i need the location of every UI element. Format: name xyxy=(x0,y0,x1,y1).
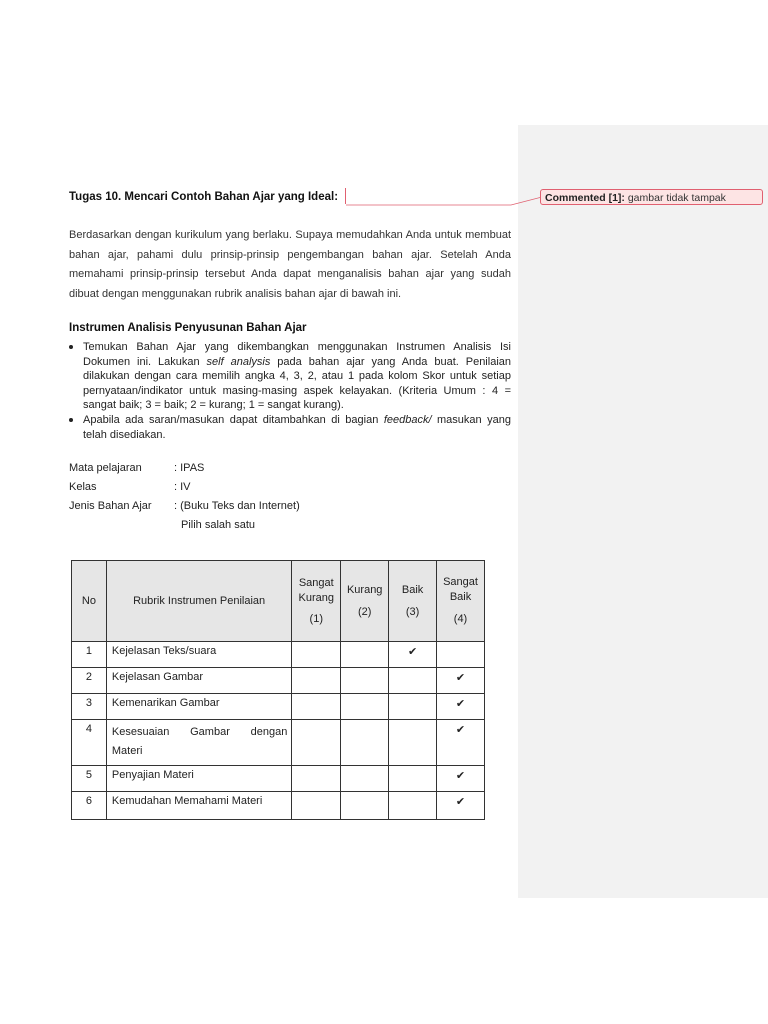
bullet-icon xyxy=(69,418,73,422)
table-row xyxy=(72,766,485,792)
row-rubrik: Kejelasan Gambar xyxy=(106,668,291,694)
header-sk-line1: Sangat xyxy=(298,576,334,589)
header-sangat-kurang xyxy=(292,561,341,642)
header-sk-line2: Kurang xyxy=(298,591,335,604)
cell-kurang[interactable] xyxy=(341,720,389,766)
intro-paragraph: Berdasarkan dengan kurikulum yang berlaku. Supaya memudahkan Anda untuk membuat bahan ajar, pahami dulu prinsip-prinsip pengembangan bahan ajar. Setelah Anda memahami prinsip-prinsip tersebut Anda dapat menganalisis bahan ajar yang sudah dibuat dengan menggunakan rubrik analisis bahan ajar di bawah ini. xyxy=(69,229,511,300)
header-sangat-baik xyxy=(437,561,485,642)
list-item xyxy=(69,340,511,413)
section-heading: Instrumen Analisis Penyusunan Bahan Ajar xyxy=(69,322,307,334)
mapel-label: Mata pelajaran xyxy=(69,462,142,474)
kelas-value: : IV xyxy=(174,481,191,493)
instruction-list xyxy=(69,340,511,442)
row-no: 2 xyxy=(72,668,107,694)
cell-sangat-kurang[interactable] xyxy=(292,720,341,766)
cell-sangat-baik[interactable]: ✔ xyxy=(437,694,485,720)
cell-baik[interactable] xyxy=(389,668,437,694)
cell-sangat-kurang[interactable] xyxy=(292,792,341,820)
bullet1-text-a: Temukan Bahan Ajar yang dikembangkan menggunakan Instrumen Analisis Isi Dokumen ini. Lakukan xyxy=(83,341,511,368)
comment-balloon[interactable] xyxy=(540,189,763,205)
bullet1-emphasis: self analysis xyxy=(206,355,271,368)
comment-label: Commented [1]: xyxy=(545,192,625,204)
table-row xyxy=(72,694,485,720)
header-k-line1: Kurang xyxy=(346,583,383,596)
cell-kurang[interactable] xyxy=(341,766,389,792)
comment-text: gambar tidak tampak xyxy=(627,192,726,204)
cell-kurang[interactable] xyxy=(341,642,389,668)
rubric-table xyxy=(71,560,485,820)
bullet-icon xyxy=(69,345,73,349)
cell-sangat-kurang[interactable] xyxy=(292,694,341,720)
cell-sangat-baik[interactable]: ✔ xyxy=(437,766,485,792)
cell-sangat-kurang[interactable] xyxy=(292,642,341,668)
row-rubrik-line2: Materi xyxy=(111,745,143,757)
cell-sangat-kurang[interactable] xyxy=(292,766,341,792)
row-no: 3 xyxy=(72,694,107,720)
cell-kurang[interactable] xyxy=(341,694,389,720)
cell-sangat-baik[interactable] xyxy=(437,642,485,668)
table-row xyxy=(72,720,485,766)
header-b-score: (3) xyxy=(405,605,420,618)
header-baik xyxy=(389,561,437,642)
row-rubrik: Penyajian Materi xyxy=(106,766,291,792)
cell-sangat-baik[interactable]: ✔ xyxy=(437,720,485,766)
header-b-line1: Baik xyxy=(401,583,424,596)
document-title: Tugas 10. Mencari Contoh Bahan Ajar yang Ideal: xyxy=(69,191,339,203)
row-rubrik: Kemudahan Memahami Materi xyxy=(106,792,291,820)
jenis-label: Jenis Bahan Ajar xyxy=(69,500,152,512)
jenis-value: : (Buku Teks dan Internet) xyxy=(174,500,300,512)
bullet2-text-a: Apabila ada saran/masukan dapat ditambahkan di bagian xyxy=(83,413,384,426)
row-no: 1 xyxy=(72,642,107,668)
row-rubrik: Kemenarikan Gambar xyxy=(106,694,291,720)
cell-sangat-baik[interactable]: ✔ xyxy=(437,668,485,694)
header-rubrik: Rubrik Instrumen Penilaian xyxy=(106,561,291,642)
row-rubrik: Kejelasan Teks/suara xyxy=(106,642,291,668)
cell-baik[interactable] xyxy=(389,720,437,766)
comments-pane xyxy=(518,125,768,898)
jenis-note: Pilih salah satu xyxy=(181,519,255,531)
header-k-score: (2) xyxy=(357,605,372,618)
cell-baik[interactable]: ✔ xyxy=(389,642,437,668)
row-rubrik-line1: Kesesuaian Gambar dengan xyxy=(111,726,288,738)
cell-sangat-baik[interactable]: ✔ xyxy=(437,792,485,820)
comment-connector-line xyxy=(346,189,542,207)
header-sb-line1: Sangat xyxy=(443,576,478,588)
table-row xyxy=(72,668,485,694)
row-no: 5 xyxy=(72,766,107,792)
document-meta xyxy=(69,462,469,538)
row-no: 4 xyxy=(72,720,107,766)
bullet2-emphasis: feedback/ xyxy=(383,413,432,426)
row-rubrik xyxy=(106,720,291,766)
cell-baik[interactable] xyxy=(389,694,437,720)
kelas-label: Kelas xyxy=(69,481,97,493)
cell-baik[interactable] xyxy=(389,792,437,820)
cell-kurang[interactable] xyxy=(341,792,389,820)
cell-kurang[interactable] xyxy=(341,668,389,694)
list-item xyxy=(69,413,511,442)
table-row xyxy=(72,642,485,668)
comment-anchor-mark xyxy=(345,188,346,204)
row-no: 6 xyxy=(72,792,107,820)
bullet1-text-b: pada bahan ajar yang Anda buat. Penilaian dilakukan dengan cara memilih angka 4, 3, 2, atau 1 pada kolom Skor untuk setiap pernyataan/indikator untuk masing-masing aspek kelayakan. (Kriteria Umum : 4 = sangat baik; 3 = baik; 2 = kurang; 1 = sangat kurang). xyxy=(83,355,511,412)
bullet2-text-b: masukan yang telah disediakan. xyxy=(83,413,511,441)
header-no: No xyxy=(72,561,107,642)
table-header-row xyxy=(72,561,485,642)
header-kurang xyxy=(341,561,389,642)
mapel-value: : IPAS xyxy=(174,462,205,474)
header-sb-line2: Baik xyxy=(449,591,472,603)
cell-baik[interactable] xyxy=(389,766,437,792)
table-row xyxy=(72,792,485,820)
cell-sangat-kurang[interactable] xyxy=(292,668,341,694)
header-sk-score: (1) xyxy=(309,612,323,625)
header-sb-score: (4) xyxy=(453,613,468,625)
